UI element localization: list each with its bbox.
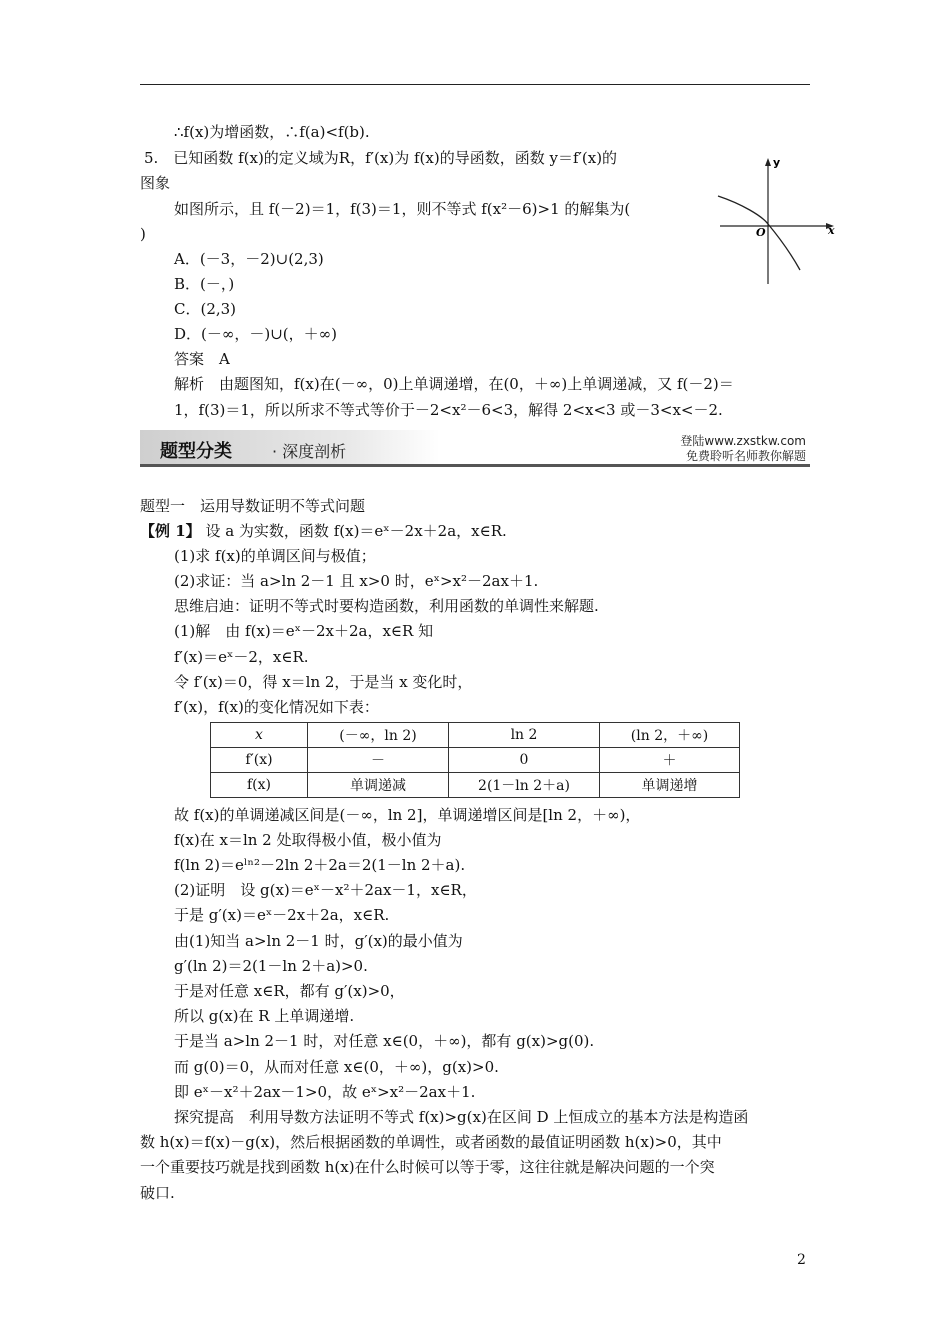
conclusion-1: 故 f(x)的单调递减区间是(－∞，ln 2]，单调递增区间是[ln 2，＋∞)， [174,806,641,824]
table-cell: 单调递减 [308,773,449,798]
header-rule [140,84,810,85]
table-cell: 2(1－ln 2＋a) [449,773,600,798]
proof-5: 于是对任意 x∈R，都有 g′(x)>0， [174,982,405,1000]
table-cell: － [308,748,449,773]
proof-3: 由(1)知当 a>ln 2－1 时，g′(x)的最小值为 [174,932,463,950]
problem5-stem-3: 如图所示，且 f(－2)＝1，f(3)＝1，则不等式 f(x²－6)>1 的解集为( [174,200,631,218]
proof-6: 所以 g(x)在 R 上单调递增. [174,1007,355,1025]
explore-1: 探究提高 利用导数方法证明不等式 f(x)>g(x)在区间 D 上恒成立的基本方法是构造函 [174,1108,749,1126]
question-2: (2)求证：当 a>ln 2－1 且 x>0 时，eˣ>x²－2ax＋1. [174,572,539,590]
table-cell: ln 2 [449,723,600,748]
banner-underline [140,464,810,467]
analysis-1: 解析 由题图知，f(x)在(－∞，0)上单调递增，在(0，＋∞)上单调递减，又 f(－2)＝ [174,375,734,393]
problem5-stem-2: 图象 [140,174,171,192]
solution-3: 令 f′(x)＝0，得 x＝ln 2，于是当 x 变化时， [174,673,473,691]
proof-8: 而 g(0)＝0，从而对任意 x∈(0，＋∞)，g(x)>0. [174,1058,499,1076]
answer: 答案 A [174,350,230,368]
page-number: 2 [797,1252,806,1268]
hint: 思维启迪：证明不等式时要构造函数，利用函数的单调性来解题. [174,597,599,615]
example-tag: 【例 1】 [140,522,201,540]
x-label: x [828,224,835,237]
section-heading: 题型一 运用导数证明不等式问题 [140,497,366,515]
example-line [140,521,507,541]
y-axis-arrow [765,158,771,166]
table-row [211,723,740,748]
banner-title: 题型分类 [160,441,232,462]
option-b: B．(－，) [174,275,235,293]
option-c: C．(2,3) [174,300,237,318]
solution-2: f′(x)＝eˣ－2，x∈R. [174,648,309,666]
table-cell: f′(x) [211,748,308,773]
conclusion-3: f(ln 2)＝eˡⁿ²－2ln 2＋2a＝2(1－ln 2＋a). [174,856,466,874]
table-row [211,748,740,773]
option-d: D．(－∞，－)∪(，＋∞) [174,325,337,343]
variation-table [210,722,740,798]
solution-4: f′(x)，f(x)的变化情况如下表： [174,698,379,716]
banner-site-link[interactable]: 登陆www.zxstkw.com [680,434,806,448]
prev-conclusion: ∴f(x)为增函数，∴f(a)<f(b). [174,123,370,141]
table-cell: ＋ [600,748,740,773]
table-cell: f(x) [211,773,308,798]
example-stem: 设 a 为实数，函数 f(x)＝eˣ－2x＋2a，x∈R. [205,522,507,540]
problem5-stem-1: 5. 已知函数 f(x)的定义域为R，f′(x)为 f(x)的导函数，函数 y＝f′(x)的 [144,149,618,167]
solution-1: (1)解 由 f(x)＝eˣ－2x＋2a，x∈R 知 [174,622,434,640]
conclusion-2: f(x)在 x＝ln 2 处取得极小值，极小值为 [174,831,442,849]
problem5-stem-4: ) [140,225,146,243]
origin-label: O [756,226,766,239]
proof-9: 即 eˣ－x²＋2ax－1>0，故 eˣ>x²－2ax＋1. [174,1083,476,1101]
option-a: A．(－3，－2)∪(2,3) [174,250,324,268]
banner-subtitle: · 深度剖析 [272,442,347,461]
question-1: (1)求 f(x)的单调区间与极值； [174,547,376,565]
explore-3: 一个重要技巧就是找到函数 h(x)在什么时候可以等于零，这往往就是解决问题的一个突 [140,1158,715,1176]
explore-2: 数 h(x)＝f(x)－g(x)，然后根据函数的单调性，或者函数的最值证明函数 h(x)>0，其中 [140,1133,722,1151]
derivative-graph [712,152,846,288]
proof-4: g′(ln 2)＝2(1－ln 2＋a)>0. [174,957,368,975]
section-banner [140,430,810,470]
analysis-2: 1，f(3)＝1，所以所求不等式等价于－2<x²－6<3，解得 2<x<3 或－3<x<－2. [174,401,723,419]
proof-7: 于是当 a>ln 2－1 时，对任意 x∈(0，＋∞)，都有 g(x)>g(0). [174,1032,595,1050]
y-label: y [773,156,781,169]
proof-1: (2)证明 设 g(x)＝eˣ－x²＋2ax－1，x∈R， [174,881,477,899]
table-cell: x [211,723,308,748]
table-cell: 0 [449,748,600,773]
banner-slogan: 免费聆听名师教你解题 [685,449,806,463]
table-cell: (ln 2，＋∞) [600,723,740,748]
table-cell: 单调递增 [600,773,740,798]
proof-2: 于是 g′(x)＝eˣ－2x＋2a，x∈R. [174,906,390,924]
table-cell: (－∞，ln 2) [308,723,449,748]
table-row [211,773,740,798]
explore-4: 破口. [140,1184,175,1202]
